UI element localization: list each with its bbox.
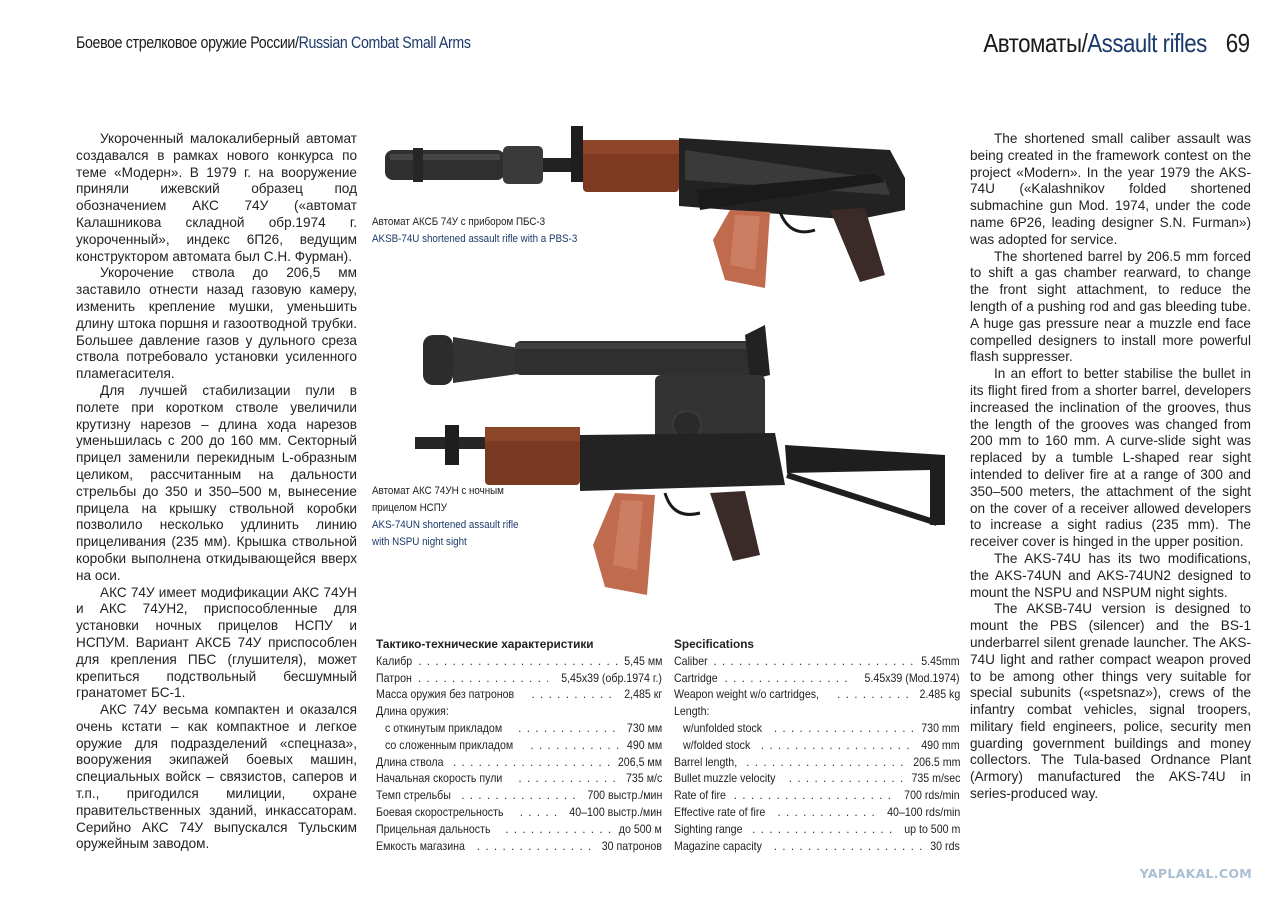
leader-dots bbox=[418, 670, 548, 687]
spec-label: Темп стрельбы bbox=[376, 788, 451, 803]
leader-dots bbox=[789, 770, 904, 787]
spec-label: с откинутым прикладом bbox=[385, 720, 503, 735]
paragraph: АКС 74У весьма компактен и оказался очень кстати – как компактное и легкое оружие для подразделений «спецназа», вооружения экипажей боевых машин, специальных войск – связистов, саперов и т.п., пригодился милиции, охране правительственных зданий, инкассаторам. Серийно АКС 74У выпускался Тульским оружейным заводом. bbox=[76, 702, 357, 852]
caption-en-line1: AKS-74UN shortened assault rifle bbox=[372, 519, 519, 531]
leader-dots bbox=[774, 838, 925, 855]
caption-ru-line1: Автомат АКС 74УН с ночным bbox=[372, 485, 504, 497]
spec-value: 490 мм bbox=[626, 737, 662, 752]
spec-row bbox=[376, 720, 662, 737]
spec-row bbox=[674, 686, 960, 703]
spec-label: Effective rate of fire bbox=[674, 804, 766, 819]
spec-value: 30 rds bbox=[930, 838, 960, 853]
spec-row bbox=[376, 838, 662, 855]
spec-label: Калибр bbox=[376, 653, 413, 668]
leader-dots bbox=[774, 720, 916, 737]
spec-row bbox=[674, 838, 960, 855]
spec-value: 5,45x39 (обр.1974 г.) bbox=[561, 670, 662, 685]
spec-value: 2,485 кг bbox=[623, 687, 662, 702]
spec-row bbox=[674, 821, 960, 838]
spec-label: Длина ствола bbox=[376, 754, 444, 769]
leader-dots bbox=[777, 804, 876, 821]
spec-row bbox=[674, 804, 960, 821]
specs-table-en bbox=[674, 636, 960, 854]
leader-dots bbox=[418, 653, 617, 670]
spec-label: w/folded stock bbox=[683, 737, 751, 752]
spec-row bbox=[674, 770, 960, 787]
english-body-text bbox=[970, 131, 1251, 803]
spec-value: 5.45mm bbox=[921, 653, 960, 668]
spec-label: Magazine capacity bbox=[674, 838, 762, 853]
spec-group-heading bbox=[376, 703, 662, 720]
spec-value: 206,5 мм bbox=[617, 754, 662, 769]
paragraph: Для лучшей стабилизации пули в полете при коротком стволе увеличили крутизну нарезов – длина хода нарезов уменьшилась с 200 до 160 мм. Секторный прицел заменили перекидным L-образным целиком, рассчитанным на дальности стрельбы до 350 и 350–500 м, вынесение прицела на крышку ствольной коробки позволило несколько удлинить линию прицеливания (235 мм). Крышка ствольной коробки выполнена откидывающейся вверх на оси. bbox=[76, 382, 357, 583]
spec-row bbox=[674, 720, 960, 737]
paragraph: The shortened barrel by 206.5 mm forced to shift a gas chamber rearward, to change the front sight attachment, to reduce the length of a pushing rod and gas bleeding tube. A huge gas pressure near a muzzle end face compelled designers to install more powerful flash suppresser. bbox=[970, 248, 1251, 365]
leader-dots bbox=[505, 821, 612, 838]
spec-label: Length: bbox=[674, 704, 710, 719]
section-title-en: Assault rifles bbox=[1087, 28, 1208, 58]
spec-label: Barrel length, bbox=[674, 754, 738, 769]
spec-row bbox=[376, 770, 662, 787]
spec-value: 40–100 выстр./мин bbox=[569, 804, 662, 819]
leader-dots bbox=[746, 754, 905, 771]
caption-en: AKSB-74U shortened assault rifle with a PBS-3 bbox=[372, 233, 578, 245]
spec-value: 5,45 мм bbox=[623, 653, 662, 668]
spec-label: Масса оружия без патронов bbox=[376, 687, 515, 702]
spec-row bbox=[674, 737, 960, 754]
spec-value: 490 mm bbox=[921, 737, 960, 752]
leader-dots bbox=[520, 804, 557, 821]
caption-ru: Автомат АКСБ 74У с прибором ПБС-3 bbox=[372, 216, 546, 228]
leader-dots bbox=[715, 703, 958, 720]
spec-value: до 500 м bbox=[618, 821, 662, 836]
paragraph: Укорочение ствола до 206,5 мм заставило отнести назад газовую камеру, изменить крепление мушки, уменьшить длину штока поршня и газоотводной трубки. Большее давление газов у дульного среза ствола потребовало установки усиленного пламегасителя. bbox=[76, 265, 357, 382]
leader-dots bbox=[518, 770, 619, 787]
leader-dots bbox=[752, 821, 896, 838]
specs-title: Specifications bbox=[674, 637, 754, 651]
spec-value: 2.485 kg bbox=[919, 687, 960, 702]
spec-label: w/unfolded stock bbox=[683, 720, 763, 735]
spec-row bbox=[376, 686, 662, 703]
leader-dots bbox=[518, 720, 621, 737]
spec-label: Weapon weight w/o cartridges, bbox=[674, 687, 819, 702]
leader-dots bbox=[713, 653, 915, 670]
spec-label: Прицельная дальность bbox=[376, 821, 491, 836]
photo2-caption bbox=[372, 483, 518, 551]
page-number: 69 bbox=[1226, 28, 1250, 58]
spec-label: Rate of fire bbox=[674, 788, 726, 803]
spec-value: 30 патронов bbox=[601, 838, 662, 853]
paragraph: The AKSB-74U version is designed to mount the PBS (silencer) and the BS-1 underbarrel silent grenade launcher. The AKS-74U light and rather compact weapon proved to be among other things very suitable for special subunits («spetsnaz»), crews of the infantry combat vehicles, signal troopers, military field engineers, police, security men guarding government buildings and money collectors. The Tula-based Ordnance Plant (Armory) manufactured the AKS-74U in series-produced way. bbox=[970, 601, 1251, 802]
section-title-ru: Автоматы/ bbox=[983, 28, 1088, 58]
header-title-ru: Боевое стрелковое оружие России/ bbox=[76, 34, 299, 52]
spec-label: Caliber bbox=[674, 653, 708, 668]
spec-row bbox=[376, 737, 662, 754]
spec-row bbox=[674, 754, 960, 771]
spec-row bbox=[376, 804, 662, 821]
spec-value: 735 м/с bbox=[625, 771, 662, 786]
paragraph: Укороченный малокалиберный автомат создавался в рамках нового конкурса по теме «Модерн». В 1979 г. на вооружение приняли ижевский образец под обозначением АКС 74У («автомат Калашникова складной обр.1974 г. укороченный», индекс 6П26, ведущим конструктором автомата был С.Н. Фурман). bbox=[76, 131, 357, 264]
paragraph: The shortened small caliber assault was being created in the framework contest on the project «Modern». In the year 1979 the AKS-74U («Kalashnikov folded shortened submachine gun Mod. 1974, under the code name 6P26, leading designer S.N. Furman») was adopted for service. bbox=[970, 131, 1251, 247]
spec-row bbox=[376, 787, 662, 804]
spec-value: up to 500 m bbox=[903, 821, 960, 836]
spec-value: 730 мм bbox=[626, 720, 662, 735]
leader-dots bbox=[734, 787, 897, 804]
leader-dots bbox=[477, 838, 593, 855]
spec-label: Cartridge bbox=[674, 670, 718, 685]
aksb-74u-rifle-photo bbox=[385, 120, 915, 295]
spec-value: 40–100 rds/min bbox=[886, 804, 960, 819]
paragraph: АКС 74У имеет модификации АКС 74УН и АКС 74УН2, приспособленные для установки ночных прицелов НСПУ и НСПУМ. Вариант АКСБ 74У приспособлен для крепления ПБС (глушителя), может крепиться подствольный бесшумный гранатомет БС-1. bbox=[76, 584, 357, 701]
leader-dots bbox=[459, 703, 660, 720]
spec-label: Bullet muzzle velocity bbox=[674, 771, 776, 786]
running-header-left bbox=[76, 34, 471, 53]
leader-dots bbox=[532, 686, 618, 703]
spec-value: 735 m/sec bbox=[911, 771, 960, 786]
spec-value: 700 rds/min bbox=[904, 788, 960, 803]
spec-label: Длина оружия: bbox=[376, 704, 449, 719]
spec-row bbox=[376, 653, 662, 670]
russian-body-text bbox=[76, 131, 357, 853]
spec-label: Емкость магазина bbox=[376, 838, 465, 853]
leader-dots bbox=[530, 737, 620, 754]
spec-label: Sighting range bbox=[674, 821, 743, 836]
leader-dots bbox=[461, 787, 576, 804]
spec-value: 700 выстр./мин bbox=[586, 788, 662, 803]
spec-value: 5.45x39 (Mod.1974) bbox=[864, 670, 960, 685]
aks-74un-rifle-photo bbox=[415, 325, 955, 600]
spec-row bbox=[376, 754, 662, 771]
photo1-caption bbox=[372, 214, 577, 248]
leader-dots bbox=[453, 754, 611, 771]
specs-title: Тактико-технические характеристики bbox=[376, 637, 594, 651]
caption-en-line2: with NSPU night sight bbox=[372, 536, 467, 548]
watermark: YAPLAKAL.COM bbox=[1139, 866, 1252, 881]
spec-row bbox=[674, 787, 960, 804]
spec-label: Патрон bbox=[376, 670, 412, 685]
leader-dots bbox=[725, 670, 853, 687]
header-title-en: Russian Combat Small Arms bbox=[298, 34, 471, 52]
leader-dots bbox=[761, 737, 916, 754]
spec-value: 730 mm bbox=[921, 720, 960, 735]
leader-dots bbox=[837, 686, 913, 703]
spec-group-heading bbox=[674, 703, 960, 720]
spec-value: 206.5 mm bbox=[912, 754, 960, 769]
running-header-right bbox=[984, 28, 1250, 59]
spec-label: со сложенным прикладом bbox=[385, 737, 514, 752]
spec-row bbox=[376, 821, 662, 838]
spec-label: Начальная скорость пули bbox=[376, 771, 503, 786]
paragraph: The AKS-74U has its two modifications, the AKS-74UN and AKS-74UN2 designed to mount the NSPU and NSPUM night sights. bbox=[970, 550, 1251, 600]
spec-label: Боевая скорострельность bbox=[376, 804, 504, 819]
specs-table-ru bbox=[376, 636, 662, 854]
spec-row bbox=[674, 653, 960, 670]
caption-ru-line2: прицелом НСПУ bbox=[372, 502, 447, 514]
paragraph: In an effort to better stabilise the bullet in its flight fired from a shorter barrel, developers increased the inclination of the grooves, thus the length of the grooves was changed from 200 mm to 160 mm. A curve-slide sight was replaced by a tumble L-shaped rear sight intended to deliver fire at a range of 300 and 350–500 meters, the attachment of the sight on the cover of a receiver allowed developers to increase a sight radius (235 mm). The receiver cover is hinged in the upper position. bbox=[970, 366, 1251, 550]
spec-row bbox=[674, 670, 960, 687]
spec-row bbox=[376, 670, 662, 687]
